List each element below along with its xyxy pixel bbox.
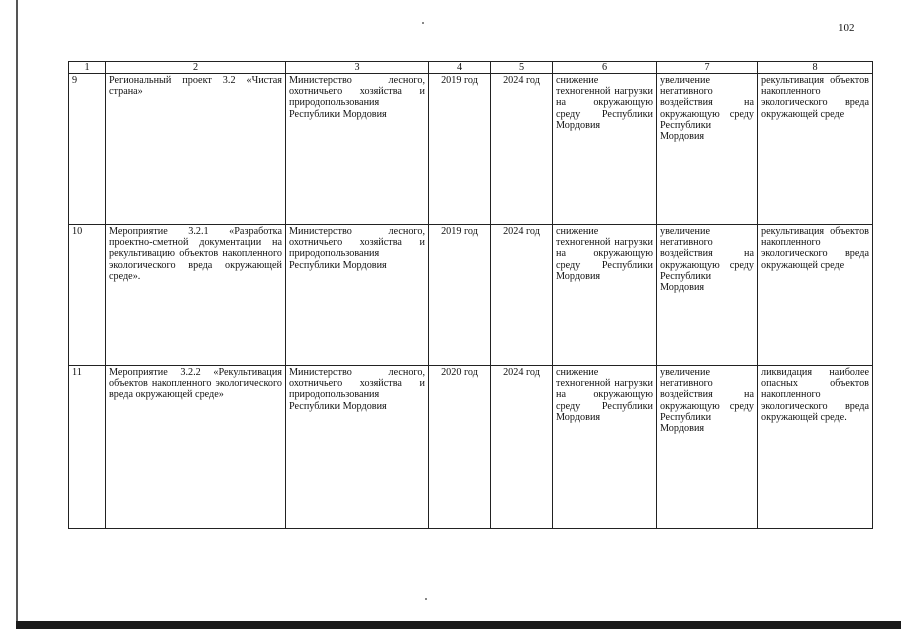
header-cell: 4 [429, 62, 491, 74]
executor: Министерство лесного, охотничьего хозяйства и природопользования Республики Мордовия [286, 74, 429, 225]
scan-speck [425, 598, 427, 600]
executor: Министерство лесного, охотничьего хозяйства и природопользования Республики Мордовия [286, 366, 429, 529]
row-number: 11 [69, 366, 106, 529]
end-year: 2024 год [491, 74, 553, 225]
scan-border-bottom [16, 621, 901, 629]
header-cell: 5 [491, 62, 553, 74]
table-row [69, 225, 873, 366]
end-year: 2024 год [491, 366, 553, 529]
expected-effect: снижение техногенной нагрузки на окружающую среду Республики Мордовия [553, 74, 657, 225]
start-year: 2020 год [429, 366, 491, 529]
header-cell: 7 [657, 62, 758, 74]
measure-name: Мероприятие 3.2.1 «Разработка проектно-сметной документации на рекультивацию объектов накопленного экологического вреда окружающей среде». [106, 225, 286, 366]
table-row [69, 366, 873, 529]
header-cell: 1 [69, 62, 106, 74]
non-implementation-consequence: увеличение негативного воздействия на окружающую среду Республики Мордовия [657, 225, 758, 366]
indicator-link: рекультивация объектов накопленного экологического вреда окружающей среде [758, 74, 873, 225]
row-number: 10 [69, 225, 106, 366]
start-year: 2019 год [429, 74, 491, 225]
expected-effect: снижение техногенной нагрузки на окружающую среду Республики Мордовия [553, 225, 657, 366]
measure-name: Региональный проект 3.2 «Чистая страна» [106, 74, 286, 225]
row-number: 9 [69, 74, 106, 225]
measure-name: Мероприятие 3.2.2 «Рекультивация объектов накопленного экологического вреда окружающей среде» [106, 366, 286, 529]
header-cell: 2 [106, 62, 286, 74]
table-header-row [69, 62, 873, 74]
header-cell: 3 [286, 62, 429, 74]
scan-speck [422, 22, 424, 24]
expected-effect: снижение техногенной нагрузки на окружающую среду Республики Мордовия [553, 366, 657, 529]
executor: Министерство лесного, охотничьего хозяйства и природопользования Республики Мордовия [286, 225, 429, 366]
indicator-link: ликвидация наиболее опасных объектов накопленного экологического вреда окружающей среде. [758, 366, 873, 529]
table-row [69, 74, 873, 225]
header-cell: 8 [758, 62, 873, 74]
header-cell: 6 [553, 62, 657, 74]
indicator-link: рекультивация объектов накопленного экологического вреда окружающей среде [758, 225, 873, 366]
end-year: 2024 год [491, 225, 553, 366]
page-number: 102 [838, 22, 855, 34]
scan-border-left [16, 0, 18, 628]
start-year: 2019 год [429, 225, 491, 366]
non-implementation-consequence: увеличение негативного воздействия на окружающую среду Республики Мордовия [657, 74, 758, 225]
program-table [68, 61, 873, 529]
non-implementation-consequence: увеличение негативного воздействия на окружающую среду Республики Мордовия [657, 366, 758, 529]
